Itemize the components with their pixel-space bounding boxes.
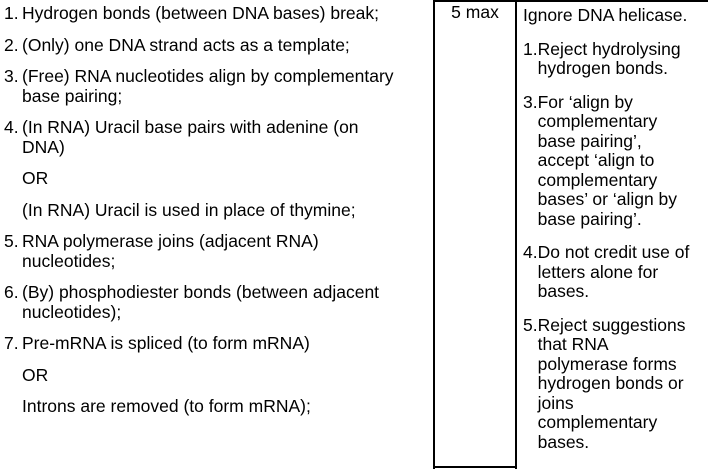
marks-value: 5 max	[451, 2, 499, 22]
marking-point-7	[4, 334, 403, 354]
marking-point-text: (Only) one DNA strand acts as a template;	[22, 34, 350, 55]
marking-point-text: (In RNA) Uracil base pairs with adenine (on DNA)	[22, 117, 359, 157]
marking-point-text: (In RNA) Uracil is used in place of thymine;	[22, 199, 356, 220]
marking-point-4-alt	[4, 201, 403, 221]
marking-point-number: 4.	[4, 117, 19, 137]
marking-point-4	[4, 118, 403, 157]
guidance-item-text: For ‘align by complementary base pairing’, accept ‘align to complementary bases’ or ‘align by base pairing’.	[537, 91, 678, 229]
table-top-border	[433, 0, 708, 2]
marking-point-text: RNA polymerase joins (adjacent RNA) nucleotides;	[22, 231, 319, 271]
guidance-column	[517, 0, 708, 469]
marks-column	[435, 0, 515, 23]
guidance-item-number: 1.	[523, 38, 538, 59]
marking-point-text: Hydrogen bonds (between DNA bases) break;	[22, 3, 380, 23]
marking-point-3	[4, 67, 403, 106]
marking-point-number: 1.	[4, 3, 19, 23]
guidance-item-number: 4.	[523, 242, 538, 262]
guidance-item-text: Reject suggestions that RNA polymerase forms hydrogen bonds or joins complementary bases.	[537, 314, 686, 452]
marking-point-7-or	[4, 366, 403, 386]
guidance-note: Ignore DNA helicase.	[523, 5, 688, 25]
marking-point-number: 6.	[4, 282, 19, 302]
marking-point-text: Introns are removed (to form mRNA);	[22, 396, 311, 416]
marks-cell-bottom-border	[433, 466, 517, 468]
guidance-item-number: 3.	[523, 91, 538, 112]
marking-point-7-alt	[4, 397, 403, 417]
or-separator: OR	[22, 168, 49, 188]
or-separator: OR	[22, 364, 49, 385]
marking-point-text: Pre-mRNA is spliced (to form mRNA)	[22, 333, 310, 353]
marking-point-1	[4, 4, 403, 24]
marking-point-4-or	[4, 169, 403, 189]
marking-point-text: (By) phosphodiester bonds (between adjacent nucleotides);	[22, 282, 380, 322]
column-divider-left	[433, 0, 435, 469]
guidance-item-text: Do not credit use of letters alone for bases.	[537, 242, 690, 301]
marking-point-text: (Free) RNA nucleotides align by complementary base pairing;	[22, 66, 394, 106]
marking-point-number: 5.	[4, 231, 19, 251]
column-divider-right	[515, 0, 517, 469]
marking-point-6	[4, 283, 403, 322]
marking-point-number: 2.	[4, 34, 19, 55]
guidance-item-4	[523, 243, 693, 302]
marking-point-5	[4, 232, 403, 271]
guidance-item-number: 5.	[523, 314, 538, 335]
guidance-item-1	[523, 40, 693, 79]
guidance-item-text: Reject hydrolysing hydrogen bonds.	[537, 38, 681, 78]
marking-point-number: 7.	[4, 333, 19, 353]
guidance-item-3	[523, 93, 693, 230]
marking-point-2	[4, 36, 403, 56]
guidance-item-5	[523, 316, 693, 453]
marking-point-number: 3.	[4, 66, 19, 86]
